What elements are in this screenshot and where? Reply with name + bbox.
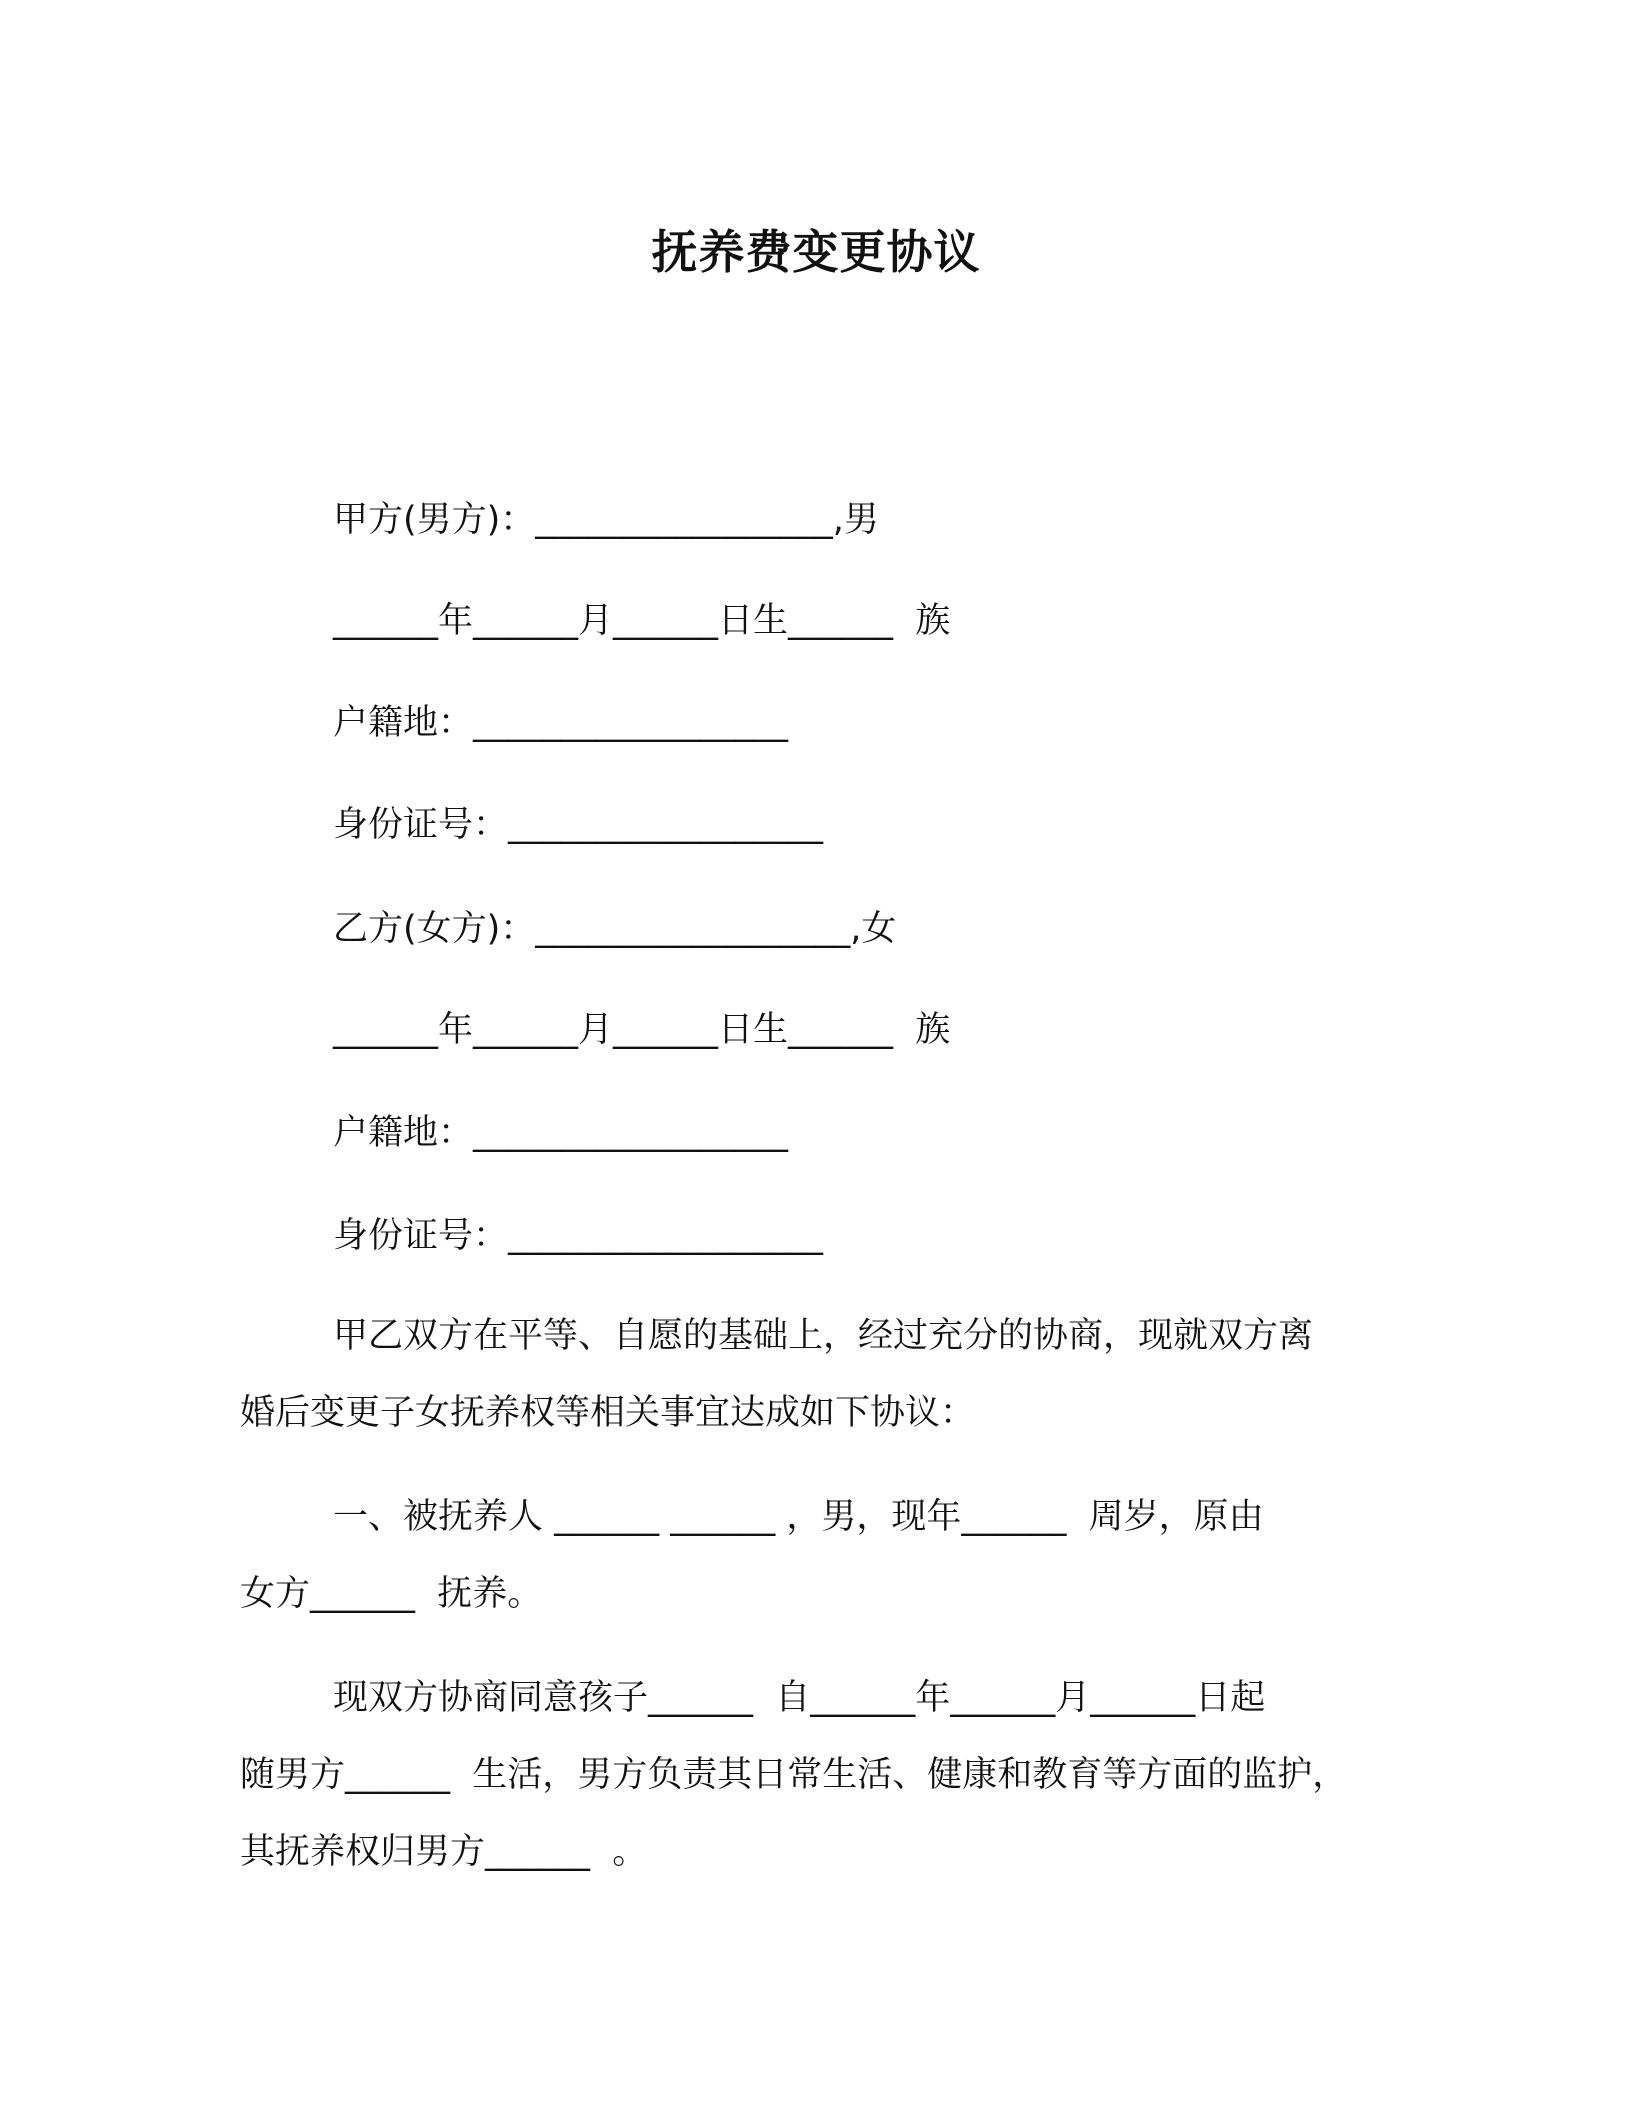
party-a-residence-line: 户籍地：__________________	[333, 703, 789, 743]
party-a-name-line: 甲方(男方)：_________________,男	[333, 500, 879, 540]
party-b-residence-line: 户籍地：__________________	[333, 1113, 789, 1153]
document-title: 抚养费变更协议	[651, 225, 981, 279]
clause1-line-2: 女方______ 抚养。	[240, 1574, 543, 1614]
preamble-line-2: 婚后变更子女抚养权等相关事宜达成如下协议：	[240, 1393, 976, 1433]
party-a-birth-line: ______年______月______日生______ 族	[333, 601, 951, 641]
clause2-line-3: 其抚养权归男方______ 。	[240, 1832, 648, 1872]
party-b-name-line: 乙方(女方)：__________________,女	[333, 909, 897, 949]
clause2-line-1: 现双方协商同意孩子______ 自______年______月______日起	[333, 1678, 1266, 1718]
party-b-birth-line: ______年______月______日生______ 族	[333, 1010, 951, 1050]
clause2-line-2: 随男方______ 生活，男方负责其日常生活、健康和教育等方面的监护，	[240, 1755, 1348, 1795]
clause1-line-1: 一、被抚养人 ______ ______ ，男，现年______ 周岁，原由	[333, 1497, 1264, 1537]
party-a-id-line: 身份证号：__________________	[333, 805, 824, 845]
preamble-line-1: 甲乙双方在平等、自愿的基础上，经过充分的协商，现就双方离	[333, 1316, 1314, 1356]
party-b-id-line: 身份证号：__________________	[333, 1216, 824, 1256]
